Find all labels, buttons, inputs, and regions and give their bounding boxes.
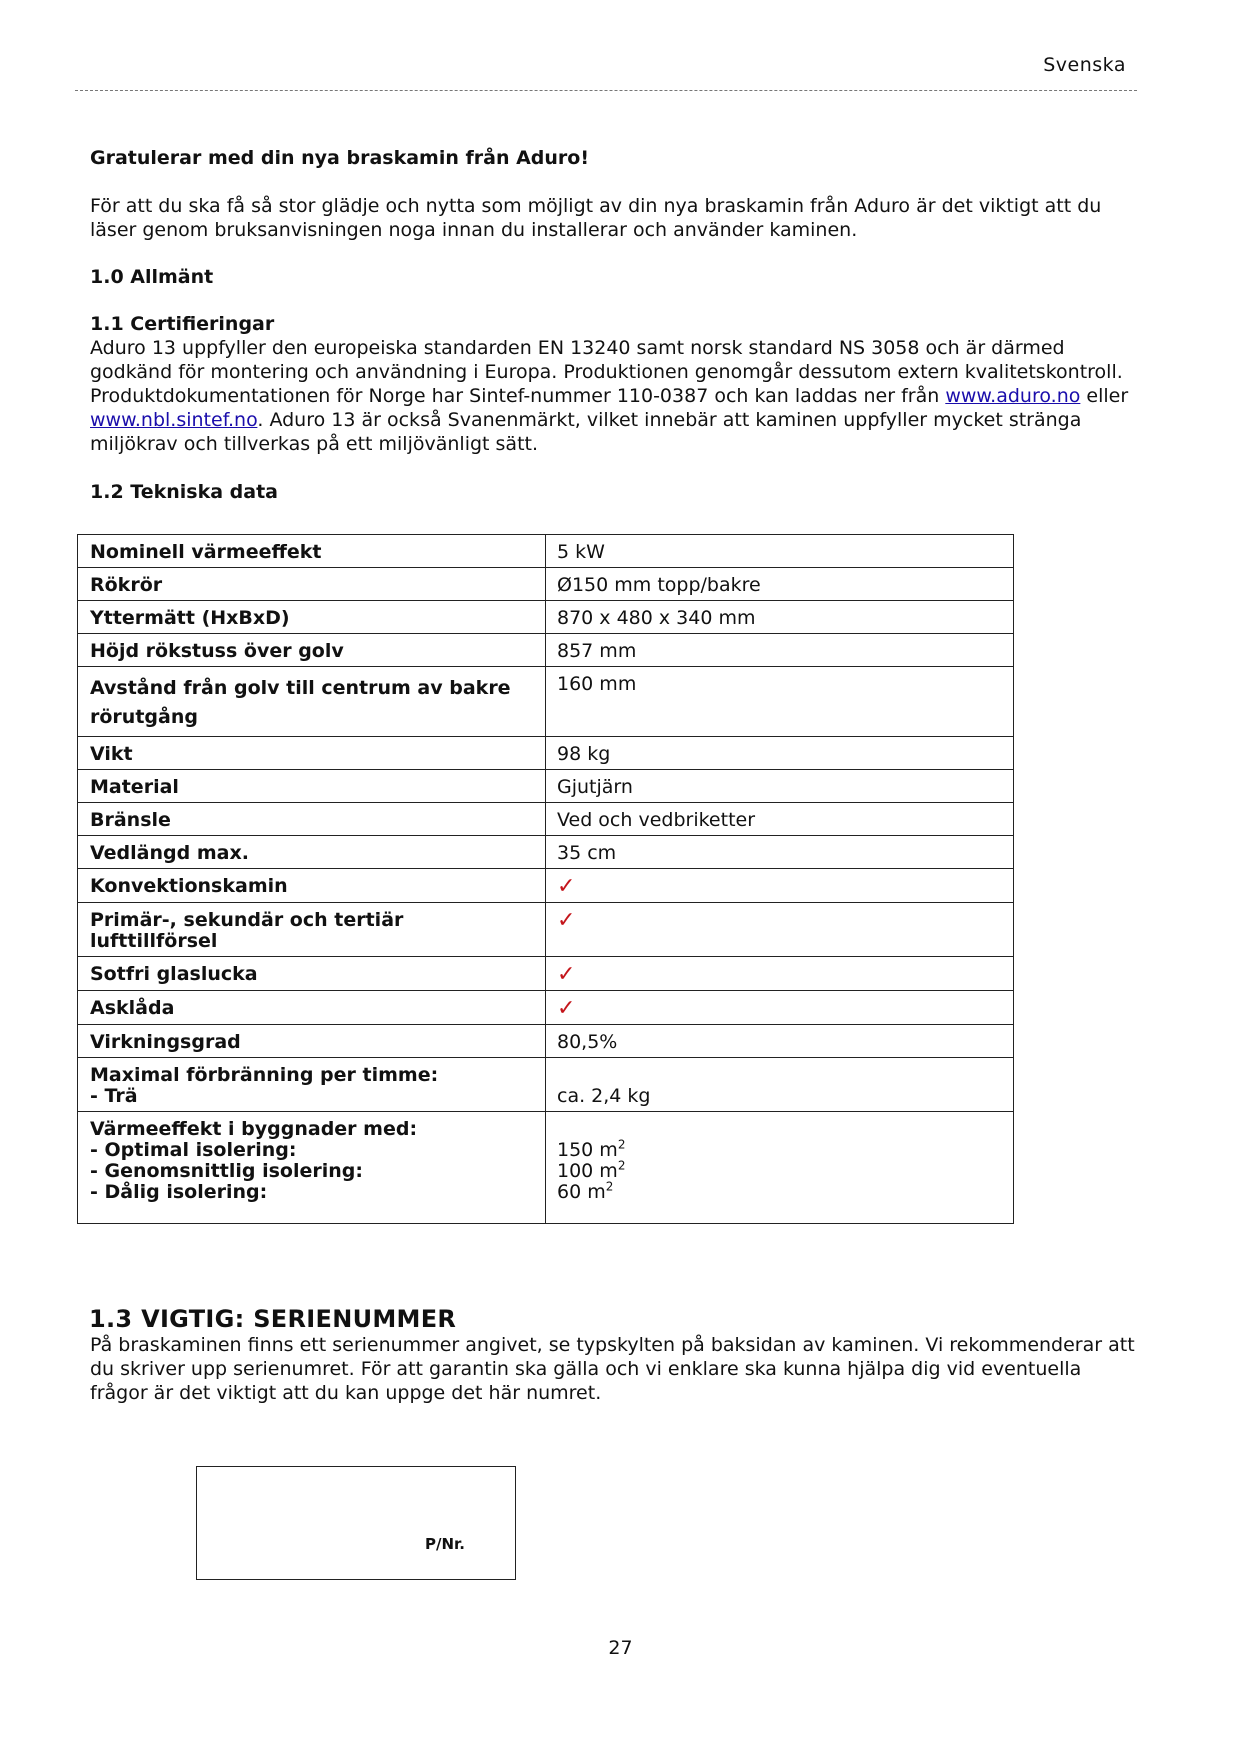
combustion-label: Maximal förbränning per timme: [90,1064,439,1086]
spec-row [78,770,1014,803]
intro-text: För att du ska få så stor glädje och nytta som möjligt av din nya braskamin från Aduro är det viktigt att du läser genom bruksanvisningen noga innan du installerar och använder kaminen. [90,195,1102,241]
spec-label: Material [78,770,546,803]
sintef-link[interactable]: www.nbl.sintef.no [90,409,258,431]
combustion-value-cell [546,1058,1014,1112]
spec-label: Virkningsgrad [78,1025,546,1058]
section-tech-heading: 1.2 Tekniska data [90,481,278,503]
combustion-value: ca. 2,4 kg [557,1085,651,1107]
cert-text-part-2: eller [1080,385,1129,407]
spec-label: Asklåda [78,991,546,1025]
combustion-row [78,1058,1014,1112]
spec-value: 857 mm [546,634,1014,667]
spec-check-cell [546,869,1014,903]
check-icon: ✓ [557,996,576,1021]
header-language: Svenska [1043,54,1126,76]
heating-poor-value [557,1179,1003,1203]
section-general-heading: 1.0 Allmänt [90,266,214,288]
header-divider [75,90,1137,91]
cert-text-part-1: Aduro 13 uppfyller den europeiska standarden EN 13240 samt norsk standard NS 3058 och är därmed godkänd för montering och användning i Europa. Produktionen genomgår dessutom extern kvalitetskontroll. Produktdokumentationen för Norge har Sintef-nummer 110-0387 och kan laddas ner från [90,337,1123,407]
heating-label: Värmeeffekt i byggnader med: [90,1118,418,1140]
check-icon: ✓ [557,962,576,987]
heating-average-sup: 2 [617,1158,626,1173]
spec-label: Konvektionskamin [78,869,546,903]
spec-value: 160 mm [546,667,1014,737]
heating-poor-sup: 2 [605,1179,614,1194]
combustion-spacer [557,1065,1003,1086]
combustion-sub-label: - Trä [90,1085,138,1107]
spec-label: Vedlängd max. [78,836,546,869]
spec-check-cell [546,991,1014,1025]
spec-value: Gjutjärn [546,770,1014,803]
spec-value: 5 kW [546,535,1014,568]
heating-average-amount: 100 m [557,1160,618,1182]
spec-label: Avstånd från golv till centrum av bakre rörutgång [78,667,546,737]
spec-row [78,991,1014,1025]
serial-text: På braskaminen finns ett serienummer angivet, se typskylten på baksidan av kaminen. Vi rekommenderar att du skriver upp serienumret. För att garantin ska gälla och vi enklare ska kunna hjälpa dig vid eventuella frågor är det viktigt att du kan uppge det här numret. [90,1334,1135,1404]
spec-row [78,957,1014,991]
spec-value: 870 x 480 x 340 mm [546,601,1014,634]
spec-row [78,737,1014,770]
spec-label: Primär-, sekundär och tertiär lufttillförsel [78,903,546,957]
spec-row [78,601,1014,634]
heating-poor-label: - Dålig isolering: [90,1181,268,1203]
spec-row [78,667,1014,737]
spec-label: Nominell värmeeffekt [78,535,546,568]
spec-row [78,903,1014,957]
heating-value-cell [546,1112,1014,1224]
spec-label: Vikt [78,737,546,770]
spec-value: 98 kg [546,737,1014,770]
spec-row [78,568,1014,601]
spec-row [78,803,1014,836]
spec-row [78,836,1014,869]
spec-row [78,535,1014,568]
spec-value: 35 cm [546,836,1014,869]
tech-data-body [78,535,1014,1224]
spec-label: Bränsle [78,803,546,836]
page-number: 27 [608,1637,633,1659]
heating-row [78,1112,1014,1224]
spec-label: Rökrör [78,568,546,601]
heating-optimal-sup: 2 [617,1137,626,1152]
spec-check-cell [546,903,1014,957]
intro-heading: Gratulerar med din nya braskamin från Aduro! [90,147,590,169]
serial-heading: 1.3 VIGTIG: SERIENUMMER [89,1305,457,1333]
spec-value: 80,5% [546,1025,1014,1058]
combustion-label-cell [78,1058,546,1112]
spec-row [78,1025,1014,1058]
section-cert-heading: 1.1 Certifieringar [90,313,275,335]
spec-label: Yttermätt (HxBxD) [78,601,546,634]
heating-average-label: - Genomsnittlig isolering: [90,1160,363,1182]
spec-label: Sotfri glaslucka [78,957,546,991]
section-cert-text [90,336,1140,456]
spec-label: Höjd rökstuss över golv [78,634,546,667]
heating-optimal-label: - Optimal isolering: [90,1139,297,1161]
serial-number-label: P/Nr. [425,1535,465,1553]
heating-label-cell [78,1112,546,1224]
heating-poor-amount: 60 m [557,1181,606,1203]
heating-average-value [557,1158,1003,1182]
check-icon: ✓ [557,874,576,899]
spec-value: Ø150 mm topp/bakre [546,568,1014,601]
tech-data-table [77,534,1014,1224]
intro-content [90,146,1140,504]
check-icon: ✓ [557,908,576,933]
spec-check-cell [546,957,1014,991]
spec-value: Ved och vedbriketter [546,803,1014,836]
cert-text-part-3: . Aduro 13 är också Svanenmärkt, vilket innebär att kaminen uppfyller mycket stränga miljökrav och tillverkas på ett miljövänligt sätt. [90,409,1082,455]
spec-row [78,634,1014,667]
serial-number-box [196,1466,516,1580]
aduro-link[interactable]: www.aduro.no [945,385,1081,407]
spec-row [78,869,1014,903]
heating-optimal-amount: 150 m [557,1139,618,1161]
